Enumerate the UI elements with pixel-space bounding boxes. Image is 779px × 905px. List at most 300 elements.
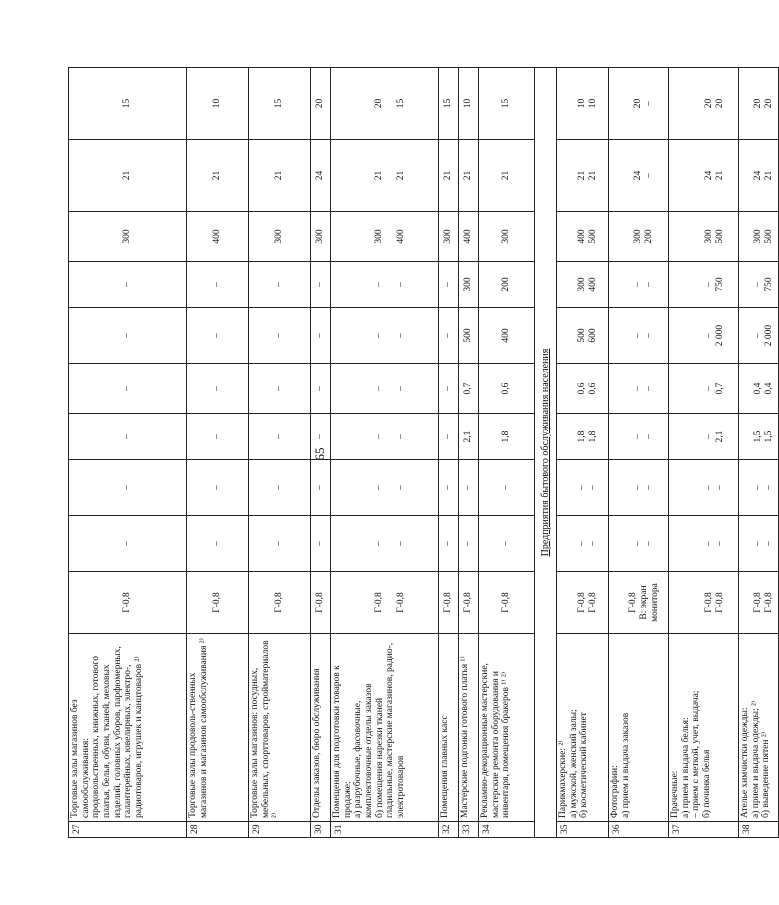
value-line: 15 bbox=[274, 98, 284, 109]
value-line: – bbox=[274, 386, 284, 391]
value-line bbox=[693, 265, 704, 304]
value-line: – bbox=[274, 485, 284, 490]
value-line bbox=[682, 519, 693, 568]
value-line: Г-0,8 bbox=[764, 592, 774, 613]
value-line: 2 000 bbox=[714, 324, 725, 347]
value-cell bbox=[609, 572, 669, 634]
value-line: 24 bbox=[703, 170, 714, 181]
value-line: 20 bbox=[714, 98, 725, 109]
value-line: – bbox=[633, 333, 643, 338]
value-line bbox=[385, 143, 396, 208]
value-line: 10 bbox=[212, 98, 222, 109]
value-line: – bbox=[212, 386, 222, 391]
value-cell bbox=[557, 68, 609, 140]
value-line: 300 bbox=[122, 229, 132, 244]
room-name-line: а) прием и выдача белья: bbox=[680, 717, 691, 818]
value-cell bbox=[739, 414, 779, 460]
room-name-line: Торговые залы магазинов без самообслуживания: bbox=[70, 699, 91, 818]
value-line: 21 bbox=[588, 170, 598, 181]
value-line: – bbox=[753, 541, 763, 546]
value-line bbox=[742, 575, 753, 630]
value-line: – bbox=[633, 434, 643, 439]
value-line: Г-0,8 bbox=[395, 592, 406, 613]
value-cell bbox=[557, 414, 609, 460]
value-cell bbox=[249, 414, 311, 460]
value-line: – bbox=[703, 434, 714, 439]
value-line: 300 bbox=[703, 229, 714, 244]
value-line: – bbox=[577, 485, 587, 490]
table-row bbox=[331, 68, 439, 838]
value-line bbox=[622, 215, 633, 258]
value-cell bbox=[249, 140, 311, 212]
value-line bbox=[385, 215, 396, 258]
value-line: – bbox=[753, 333, 763, 338]
room-name-line: Торговые залы магазинов: посудных, мебельных, спорттоваров, стройматериалов ²⁾ bbox=[250, 640, 282, 818]
value-cell bbox=[739, 140, 779, 212]
value-line: – bbox=[315, 485, 325, 490]
norms-table bbox=[68, 67, 779, 838]
value-cell bbox=[69, 68, 187, 140]
table-row bbox=[69, 68, 187, 838]
value-line: 10 bbox=[588, 98, 598, 109]
value-line: 0,4 bbox=[753, 382, 763, 395]
value-cell bbox=[331, 308, 439, 364]
value-cell bbox=[311, 516, 331, 572]
value-line: 21 bbox=[577, 170, 587, 181]
value-cell bbox=[739, 68, 779, 140]
value-line bbox=[363, 265, 374, 304]
value-line: – bbox=[753, 282, 763, 287]
value-cell bbox=[479, 516, 535, 572]
value-line: Г-0,8 bbox=[577, 592, 587, 613]
value-line bbox=[566, 519, 577, 568]
value-line bbox=[693, 215, 704, 258]
room-name-line: а) мужской, женский залы; bbox=[568, 709, 579, 818]
room-name bbox=[311, 634, 331, 822]
value-line bbox=[693, 463, 704, 512]
value-cell bbox=[439, 460, 459, 516]
value-line bbox=[622, 367, 633, 410]
value-line: – bbox=[443, 541, 453, 546]
value-line bbox=[742, 143, 753, 208]
value-line: – bbox=[463, 541, 473, 546]
value-line bbox=[742, 215, 753, 258]
room-name-line: Мастерские подгонки готового платья ¹⁾ bbox=[460, 656, 470, 818]
value-line bbox=[622, 311, 633, 360]
value-line: Г-0,8 bbox=[463, 592, 473, 613]
value-cell bbox=[331, 68, 439, 140]
value-line: – bbox=[644, 386, 654, 391]
value-cell bbox=[331, 262, 439, 308]
value-line: – bbox=[395, 386, 406, 391]
value-cell bbox=[669, 364, 739, 414]
value-line bbox=[385, 519, 396, 568]
value-cell bbox=[459, 460, 479, 516]
value-line bbox=[363, 71, 374, 136]
value-line bbox=[566, 367, 577, 410]
value-line: Г-0,8 bbox=[315, 592, 325, 613]
room-name-line: Прачечные: bbox=[670, 770, 680, 818]
value-cell bbox=[249, 460, 311, 516]
value-line: 24 bbox=[315, 170, 325, 181]
value-line: – bbox=[644, 101, 654, 106]
value-line bbox=[693, 143, 704, 208]
value-line bbox=[742, 463, 753, 512]
value-line bbox=[363, 367, 374, 410]
value-cell bbox=[479, 414, 535, 460]
value-line bbox=[363, 143, 374, 208]
value-line: – bbox=[501, 485, 511, 490]
value-line bbox=[742, 265, 753, 304]
value-line: – bbox=[315, 434, 325, 439]
value-line: 20 bbox=[703, 98, 714, 109]
value-line bbox=[682, 575, 693, 630]
value-line: 20 bbox=[373, 98, 384, 109]
value-line bbox=[385, 417, 396, 456]
value-cell bbox=[479, 140, 535, 212]
value-cell bbox=[459, 516, 479, 572]
room-name bbox=[331, 634, 439, 822]
value-line: – bbox=[122, 282, 132, 287]
value-cell bbox=[439, 140, 459, 212]
value-cell bbox=[459, 364, 479, 414]
value-line: 500 bbox=[764, 229, 774, 244]
value-cell bbox=[557, 140, 609, 212]
room-name-line: а) разрубочные, фасовочные, комплектовочные отделы заказов bbox=[353, 683, 374, 818]
value-cell bbox=[331, 212, 439, 262]
rotated-table-wrapper bbox=[68, 68, 774, 838]
value-line: 0,6 bbox=[501, 382, 511, 395]
value-cell bbox=[557, 460, 609, 516]
row-number: 37 bbox=[669, 822, 739, 838]
room-name-line: Торговые залы продоволь-ственных магазинов и магазинов самообслуживания ²⁾ bbox=[188, 638, 209, 818]
value-cell bbox=[311, 212, 331, 262]
value-line: – bbox=[577, 541, 587, 546]
value-cell bbox=[331, 572, 439, 634]
value-line: Г-0,8 bbox=[443, 592, 453, 613]
value-line: – bbox=[212, 333, 222, 338]
value-line bbox=[622, 463, 633, 512]
value-cell bbox=[249, 516, 311, 572]
value-cell bbox=[439, 364, 459, 414]
value-cell bbox=[609, 516, 669, 572]
value-cell bbox=[479, 460, 535, 516]
value-line: – bbox=[714, 485, 725, 490]
value-line bbox=[566, 575, 577, 630]
table-row bbox=[439, 68, 459, 838]
value-cell bbox=[69, 140, 187, 212]
row-number: 36 bbox=[609, 822, 669, 838]
value-line: Г-0,8 bbox=[753, 592, 763, 613]
value-line bbox=[693, 71, 704, 136]
value-line: 300 bbox=[753, 229, 763, 244]
value-line: – bbox=[644, 333, 654, 338]
value-line: 21 bbox=[395, 170, 406, 181]
value-cell bbox=[69, 364, 187, 414]
value-cell bbox=[459, 308, 479, 364]
value-cell bbox=[669, 262, 739, 308]
value-cell bbox=[69, 460, 187, 516]
value-cell bbox=[439, 68, 459, 140]
value-line: – bbox=[212, 282, 222, 287]
value-line: 0,4 bbox=[764, 382, 774, 395]
room-name bbox=[69, 634, 187, 822]
value-line bbox=[693, 417, 704, 456]
room-name-line: Отделы заказов, бюро обслуживания bbox=[312, 668, 322, 818]
value-line: 300 bbox=[633, 229, 643, 244]
value-line bbox=[682, 215, 693, 258]
value-line bbox=[693, 519, 704, 568]
room-name-line: Фотографии: bbox=[610, 765, 620, 818]
value-line bbox=[363, 575, 374, 630]
room-name bbox=[459, 634, 479, 822]
value-line: – bbox=[703, 333, 714, 338]
value-cell bbox=[609, 308, 669, 364]
value-line bbox=[385, 367, 396, 410]
room-name bbox=[739, 634, 779, 822]
value-line: 20 bbox=[633, 98, 643, 109]
value-line: 20 bbox=[315, 98, 325, 109]
value-cell bbox=[249, 364, 311, 414]
value-line: 2 000 bbox=[764, 324, 774, 347]
value-line: 21 bbox=[212, 170, 222, 181]
value-line: – bbox=[315, 541, 325, 546]
value-line: – bbox=[122, 541, 132, 546]
value-line bbox=[566, 463, 577, 512]
value-cell bbox=[739, 572, 779, 634]
value-cell bbox=[669, 308, 739, 364]
value-line: – bbox=[373, 541, 384, 546]
value-cell bbox=[479, 262, 535, 308]
value-line: 1,8 bbox=[588, 430, 598, 443]
value-line: 500 bbox=[714, 229, 725, 244]
room-name-line: Помещения главных касс bbox=[440, 715, 450, 818]
value-line: – bbox=[703, 282, 714, 287]
value-cell bbox=[739, 516, 779, 572]
value-line: – bbox=[443, 485, 453, 490]
value-line: – bbox=[122, 434, 132, 439]
value-line: – bbox=[373, 333, 384, 338]
value-cell bbox=[439, 414, 459, 460]
value-line bbox=[566, 143, 577, 208]
value-line bbox=[363, 417, 374, 456]
value-line: – bbox=[212, 485, 222, 490]
value-line: Г-0,8 bbox=[274, 592, 284, 613]
table-row bbox=[459, 68, 479, 838]
value-line bbox=[682, 311, 693, 360]
value-line: – bbox=[315, 386, 325, 391]
value-line: 400 bbox=[395, 229, 406, 244]
row-number: 34 bbox=[479, 822, 535, 838]
value-line: 0,6 bbox=[588, 382, 598, 395]
value-line: Г-0,8 bbox=[212, 592, 222, 613]
value-line: 750 bbox=[764, 277, 774, 292]
row-number: 35 bbox=[557, 822, 609, 838]
value-line bbox=[682, 71, 693, 136]
value-cell bbox=[311, 364, 331, 414]
row-number: 33 bbox=[459, 822, 479, 838]
room-name-line: Рекламно-декорационные мастерские, мастерские ремонта оборудования и инвентаря, помещения бракеров ¹⁾ ²⁾ bbox=[480, 663, 512, 818]
value-line bbox=[566, 265, 577, 304]
value-line: 0,7 bbox=[714, 382, 725, 395]
value-cell bbox=[669, 572, 739, 634]
value-line: – bbox=[703, 541, 714, 546]
room-name bbox=[249, 634, 311, 822]
room-name-line: Ателье химчистки одежды: bbox=[740, 707, 750, 818]
room-name bbox=[439, 634, 459, 822]
value-line: 10 bbox=[463, 98, 473, 109]
table-row bbox=[311, 68, 331, 838]
value-line bbox=[385, 463, 396, 512]
value-cell bbox=[557, 308, 609, 364]
value-line bbox=[693, 311, 704, 360]
table-row bbox=[669, 68, 739, 838]
value-cell bbox=[557, 212, 609, 262]
value-line: – bbox=[501, 541, 511, 546]
value-cell bbox=[311, 414, 331, 460]
value-line: 21 bbox=[501, 170, 511, 181]
value-line: – bbox=[373, 386, 384, 391]
value-cell bbox=[439, 572, 459, 634]
value-line: 400 bbox=[588, 277, 598, 292]
value-line: Г-0,8 bbox=[703, 592, 714, 613]
value-line: – bbox=[274, 541, 284, 546]
value-line: – bbox=[122, 333, 132, 338]
value-cell bbox=[311, 460, 331, 516]
value-line: 750 bbox=[714, 277, 725, 292]
value-line bbox=[693, 367, 704, 410]
value-cell bbox=[459, 212, 479, 262]
value-cell bbox=[609, 212, 669, 262]
room-name bbox=[479, 634, 535, 822]
value-line: – bbox=[315, 282, 325, 287]
value-line bbox=[742, 311, 753, 360]
value-line: 1,8 bbox=[501, 430, 511, 443]
value-cell bbox=[459, 262, 479, 308]
value-cell bbox=[249, 262, 311, 308]
value-cell bbox=[331, 516, 439, 572]
value-line: – bbox=[764, 485, 774, 490]
value-line: – bbox=[644, 282, 654, 287]
value-line: 0,7 bbox=[463, 382, 473, 395]
value-line bbox=[622, 71, 633, 136]
value-cell bbox=[249, 212, 311, 262]
value-line bbox=[566, 311, 577, 360]
value-line: – bbox=[633, 485, 643, 490]
value-line: 500 bbox=[577, 328, 587, 343]
value-line: 200 bbox=[501, 277, 511, 292]
value-line: 24 bbox=[753, 170, 763, 181]
value-cell bbox=[479, 212, 535, 262]
value-line: – bbox=[644, 541, 654, 546]
value-cell bbox=[187, 460, 249, 516]
value-line bbox=[566, 417, 577, 456]
row-number: 27 bbox=[69, 822, 187, 838]
value-cell bbox=[459, 140, 479, 212]
value-line: 21 bbox=[122, 170, 132, 181]
value-line: – bbox=[443, 282, 453, 287]
value-cell bbox=[187, 572, 249, 634]
value-line bbox=[566, 71, 577, 136]
room-name-line: а) прием и выдача одежды; ²⁾ bbox=[750, 700, 761, 818]
value-line: – bbox=[274, 333, 284, 338]
value-line: – bbox=[463, 485, 473, 490]
value-cell bbox=[669, 414, 739, 460]
value-line: – bbox=[395, 541, 406, 546]
value-line: – bbox=[122, 386, 132, 391]
value-cell bbox=[187, 140, 249, 212]
table-row bbox=[739, 68, 779, 838]
value-line bbox=[363, 311, 374, 360]
value-line bbox=[385, 575, 396, 630]
value-line: 21 bbox=[764, 170, 774, 181]
room-name-line: б) починка белья bbox=[701, 749, 712, 818]
value-cell bbox=[311, 572, 331, 634]
value-line bbox=[742, 367, 753, 410]
value-cell bbox=[187, 516, 249, 572]
value-cell bbox=[459, 414, 479, 460]
value-line: 24 bbox=[633, 170, 643, 181]
value-cell bbox=[187, 68, 249, 140]
value-cell bbox=[669, 516, 739, 572]
value-line bbox=[682, 417, 693, 456]
value-cell bbox=[311, 140, 331, 212]
value-line: – bbox=[395, 333, 406, 338]
value-line: 21 bbox=[463, 170, 473, 181]
value-cell bbox=[249, 68, 311, 140]
value-line: – bbox=[703, 386, 714, 391]
value-line bbox=[363, 463, 374, 512]
value-line: 15 bbox=[443, 98, 453, 109]
row-number: 31 bbox=[331, 822, 439, 838]
value-line bbox=[622, 417, 633, 456]
room-name-line: Помещения для подготовки товаров к продаже: bbox=[332, 665, 353, 818]
value-cell bbox=[609, 68, 669, 140]
value-line bbox=[682, 367, 693, 410]
value-line bbox=[682, 463, 693, 512]
room-name bbox=[669, 634, 739, 822]
value-line: Г-0,8 bbox=[714, 592, 725, 613]
value-line bbox=[385, 311, 396, 360]
value-line: 300 bbox=[274, 229, 284, 244]
value-line: 21 bbox=[714, 170, 725, 181]
room-name-line: продовольственных, книжных, готового платья, белья, обуви, тканей, меховых изделий, головных уборов, парфюмерных, галантерейных, ювелирных, электро-, радиотоваров, игрушек и канцтоваров ²⁾ bbox=[91, 646, 144, 818]
value-line bbox=[363, 519, 374, 568]
room-name-line: – прием с меткой, учет, выдача; bbox=[691, 690, 702, 818]
value-cell bbox=[479, 68, 535, 140]
value-line: Г-0,8 bbox=[627, 592, 638, 613]
value-line bbox=[385, 71, 396, 136]
table-row bbox=[249, 68, 311, 838]
room-name-line: а) прием и выдача заказов bbox=[620, 712, 631, 818]
section-row bbox=[535, 68, 557, 838]
room-name-line: б) косметический кабинет bbox=[579, 712, 590, 818]
value-line: – bbox=[443, 386, 453, 391]
value-cell bbox=[69, 212, 187, 262]
value-cell bbox=[557, 364, 609, 414]
value-cell bbox=[331, 140, 439, 212]
value-line bbox=[742, 519, 753, 568]
value-line: – bbox=[274, 282, 284, 287]
value-line bbox=[693, 575, 704, 630]
value-cell bbox=[669, 460, 739, 516]
value-line: 300 bbox=[443, 229, 453, 244]
value-line: 400 bbox=[501, 328, 511, 343]
table-body bbox=[69, 68, 779, 838]
value-line: – bbox=[395, 434, 406, 439]
value-cell bbox=[249, 308, 311, 364]
value-line: 300 bbox=[463, 277, 473, 292]
